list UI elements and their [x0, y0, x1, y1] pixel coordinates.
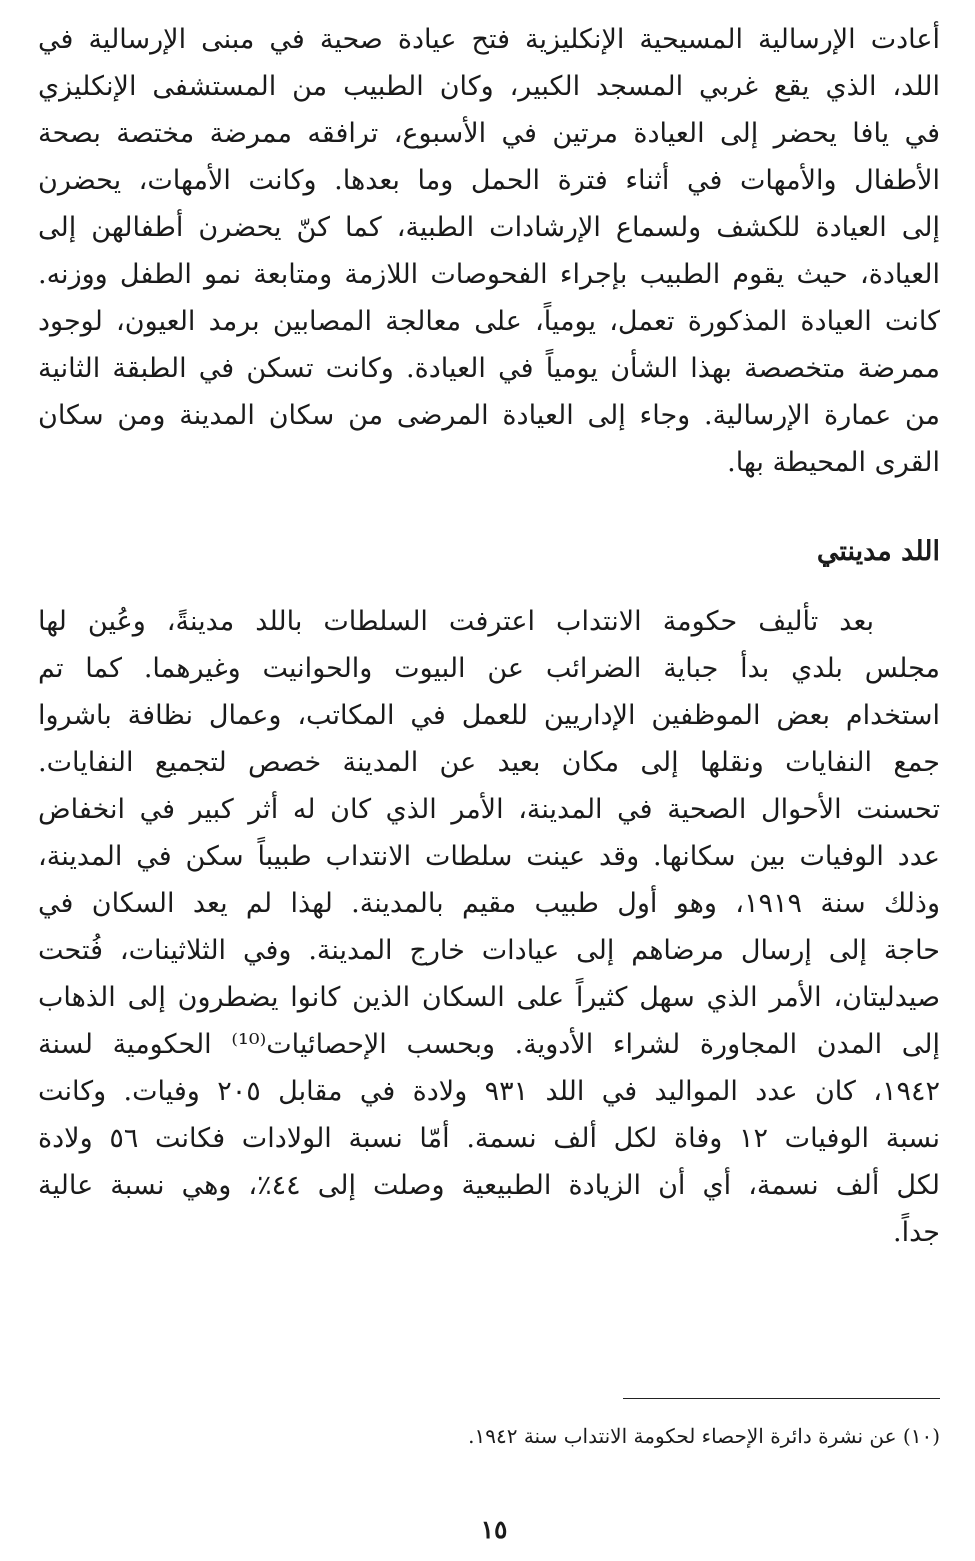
- page-number: ١٥: [480, 1515, 508, 1544]
- text-line: القرى المحيطة بها.: [727, 447, 940, 478]
- text-line: كانت العيادة المذكورة تعمل، يومياً، على معالجة المصابين برمد العيون، لوجود: [38, 306, 940, 337]
- section-heading: اللد مدينتي: [816, 536, 940, 567]
- text-line: وذلك سنة ١٩١٩، وهو أول طبيب مقيم بالمدينة. لهذا لم يعد السكان في: [38, 888, 940, 919]
- text-line: جمع النفايات ونقلها إلى مكان بعيد عن المدينة خصص لتجميع النفايات.: [38, 747, 940, 778]
- text-line: جداً.: [893, 1217, 940, 1248]
- text-line: استخدام بعض الموظفين الإداريين للعمل في المكاتب، وعمال نظافة باشروا: [38, 700, 940, 731]
- text-line: تحسنت الأحوال الصحية في المدينة، الأمر الذي كان له أثر كبير في انخفاض: [38, 794, 940, 825]
- text-line: مجلس بلدي بدأ جباية الضرائب عن البيوت والحوانيت وغيرهما. كما تم: [38, 653, 940, 684]
- text-line: بعد تأليف حكومة الانتداب اعترفت السلطات باللد مدينةً، وعُين لها: [38, 606, 874, 637]
- text-line: في يافا يحضر إلى العيادة مرتين في الأسبوع، ترافقه ممرضة مختصة بصحة: [38, 118, 940, 149]
- text-line: الأطفال والأمهات في أثناء فترة الحمل وما بعدها. وكانت الأمهات، يحضرن: [38, 165, 940, 196]
- text-line: لكل ألف نسمة، أي أن الزيادة الطبيعية وصلت إلى ٤٤٪، وهي نسبة عالية: [38, 1170, 940, 1201]
- text-line: إلى العيادة للكشف ولسماع الإرشادات الطبية، كما كنّ يحضرن أطفالهن إلى: [38, 212, 940, 243]
- text-line: ممرضة متخصصة بهذا الشأن يومياً في العيادة. وكانت تسكن في الطبقة الثانية: [38, 353, 940, 384]
- text-line: نسبة الوفيات ١٢ وفاة لكل ألف نسمة. أمّا نسبة الولادات فكانت ٥٦ ولادة: [38, 1123, 940, 1154]
- text-line: من عمارة الإرسالية. وجاء إلى العيادة المرضى من سكان المدينة ومن سكان: [38, 400, 940, 431]
- text-line: العيادة، حيث يقوم الطبيب بإجراء الفحوصات اللازمة ومتابعة نمو الطفل ووزنه.: [38, 259, 940, 290]
- text-line: عدد الوفيات بين سكانها. وقد عينت سلطات الانتداب طبيباً سكن في المدينة،: [38, 841, 940, 872]
- text-line: إلى المدن المجاورة لشراء الأدوية. وبحسب الإحصائيات⁽¹⁰⁾ الحكومية لسنة: [38, 1029, 940, 1060]
- text-line: اللد، الذي يقع غربي المسجد الكبير، وكان الطبيب من المستشفى الإنكليزي: [38, 71, 940, 102]
- text-line: صيدليتان، الأمر الذي سهل كثيراً على السكان الذين كانوا يضطرون إلى الذهاب: [38, 982, 940, 1013]
- text-line: ١٩٤٢، كان عدد المواليد في اللد ٩٣١ ولادة في مقابل ٢٠٥ وفيات. وكانت: [38, 1076, 940, 1107]
- footnote-divider: [623, 1398, 940, 1399]
- paragraph-clinic: [38, 16, 940, 486]
- text-line: حاجة إلى إرسال مرضاهم إلى عيادات خارج المدينة. وفي الثلاثينات، فُتحت: [38, 935, 940, 966]
- footnote: (١٠) عن نشرة دائرة الإحصاء لحكومة الانتداب سنة ١٩٤٢.: [468, 1424, 940, 1448]
- paragraph-municipality: [38, 598, 940, 1256]
- text-line: أعادت الإرسالية المسيحية الإنكليزية فتح عيادة صحية في مبنى الإرسالية في: [38, 24, 940, 55]
